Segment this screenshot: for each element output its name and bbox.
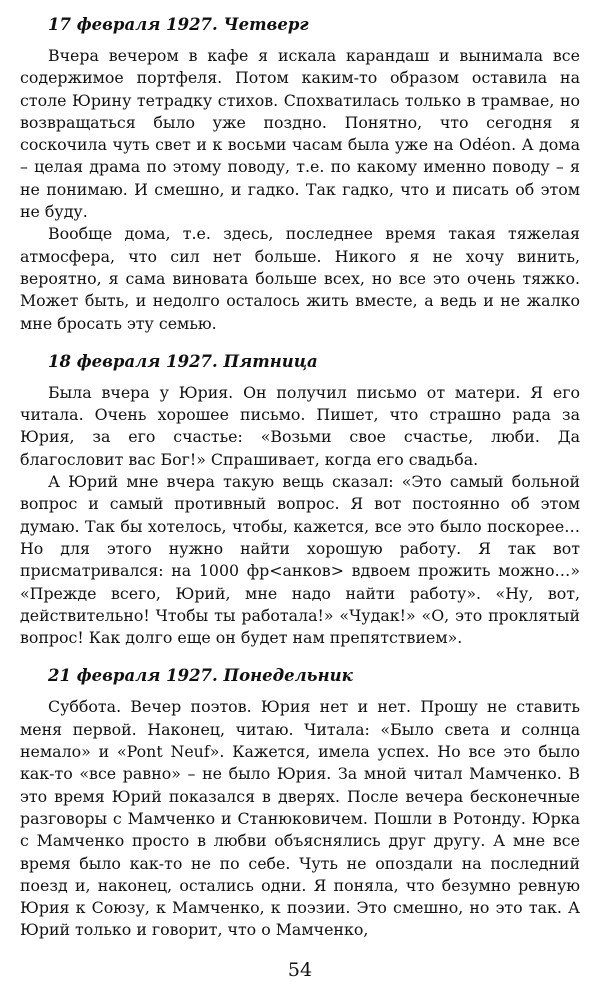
page-number: 54 — [287, 959, 313, 981]
entry-heading: 17 февраля 1927. Четверг — [48, 15, 309, 34]
entry-heading: 21 февраля 1927. Понедельник — [48, 666, 353, 686]
entry-heading: 18 февраля 1927. Пятница — [48, 351, 318, 371]
entry-paragraph: Была вчера у Юрия. Он получил письмо от матери. Я его читала. Очень хорошее письмо. Пишет, что страшно рада за Юрия, за его счастье: «Возьми свое счастье, люби. Да благословит вас Бог!» Спрашивает, когда его свадьба. — [20, 382, 580, 469]
entry-paragraph: Вчера вечером в кафе я искала карандаш и вынимала все содержимое портфеля. Потом каким-то образом оставила на столе Юрину тетрадку стихов. Спохватилась только в трамвае, но возвращаться было уже поздно. Понятно, что сегодня я соскочила чуть свет и к восьми часам была уже на Odéon. А дома – целая драма по этому поводу, т.е. по какому именно поводу – я не понимаю. И смешно, и гадко. Так гадко, что и писать об этом не буду. — [20, 46, 580, 222]
entry-paragraph: А Юрий мне вчера такую вещь сказал: «Это самый больной вопрос и самый противный вопрос. Я вот постоянно об этом думаю. Так бы хотелось, чтобы, кажется, все это было поскорее… Но для этого нужно найти хорошую работу. Я так вот присматривался: на 1000 фр<анков> вдвоем прожить можно…» «Прежде всего, Юрий, мне надо найти работу». «Ну, вот, действительно! Чтобы ты работала!» «Чудак!» «О, это проклятый вопрос! Как долго еще он будет нам препятствием». — [20, 472, 580, 648]
diary-entry-feb-17 — [20, 14, 580, 335]
diary-entry-feb-18 — [20, 351, 580, 650]
entry-paragraph: Вообще дома, т.е. здесь, последнее время такая тяжелая атмосфера, что сил нет больше. Никого я не хочу винить, вероятно, я сама виновата больше всех, но все это очень тяжко. Может быть, и недолго осталось жить вместе, а ведь и не жалко мне бросать эту семью. — [20, 224, 580, 333]
entry-paragraph: Суббота. Вечер поэтов. Юрия нет и нет. Прошу не ставить меня первой. Наконец, читаю. Читала: «Было света и солнца немало» и «Pont Neuf». Кажется, имела успех. Но все это было как-то «все равно» – не было Юрия. За мной читал Мамченко. В это время Юрий показался в дверях. После вечера бесконечные разговоры с Мамченко и Станюковичем. Пошли в Ротонду. Юрка с Мамченко просто в любви объяснялись друг другу. А мне все время было как-то не по себе. Чуть не опоздали на последний поезд и, наконец, остались одни. Я поняла, что безумно ревную Юрия к Союзу, к Мамченко, к поэзии. Это смешно, но это так. А Юрий только и говорит, что о Мамченко, — [20, 697, 580, 940]
diary-entry-feb-21 — [20, 665, 580, 941]
